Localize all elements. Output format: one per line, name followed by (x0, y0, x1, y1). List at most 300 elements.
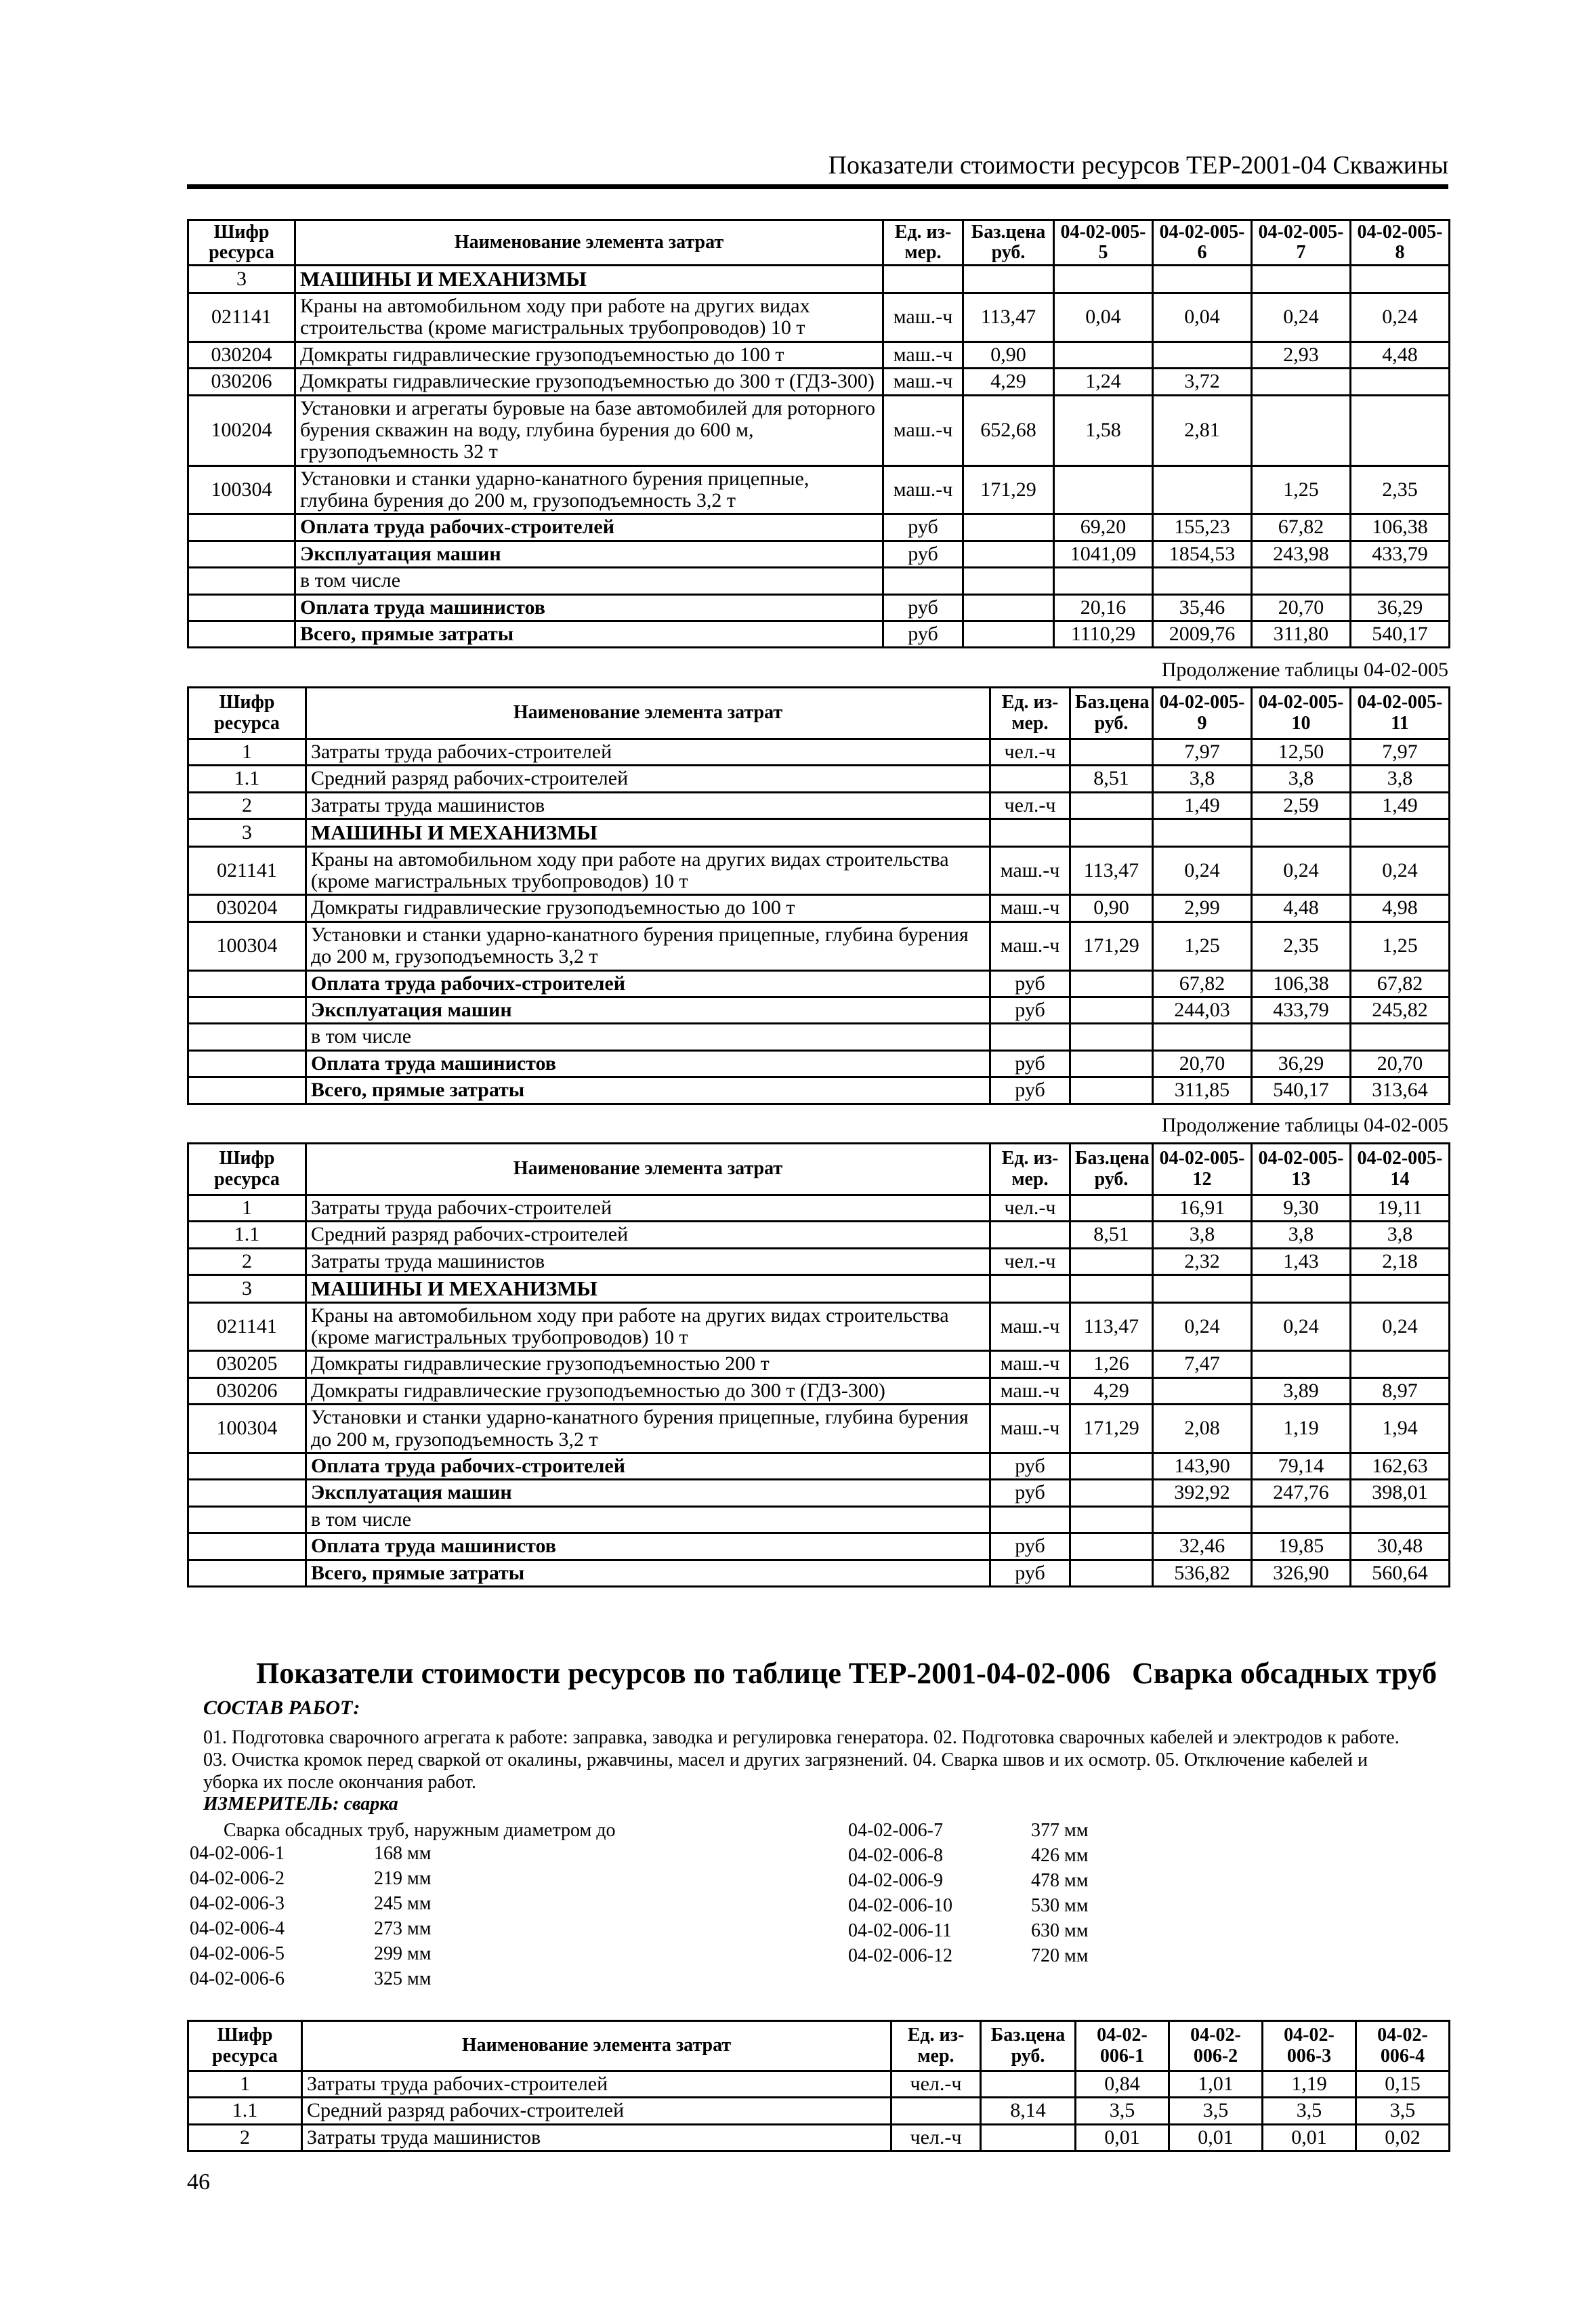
unit-cell: маш.-ч (990, 846, 1070, 895)
measure-row (848, 1895, 1088, 1920)
col-header: Наименование элемента затрат (306, 688, 990, 739)
table-row (188, 997, 1450, 1023)
value-cell: 1,25 (1153, 921, 1252, 970)
cost-element-name: Эксплуатация машин (295, 541, 883, 567)
base-price-cell (1070, 1506, 1153, 1533)
base-price-cell (963, 541, 1054, 567)
unit-cell: руб (990, 1453, 1070, 1479)
unit-cell: маш.-ч (883, 369, 963, 395)
unit-cell: руб (990, 1560, 1070, 1586)
value-cell: 1,19 (1252, 1405, 1351, 1453)
value-cell: 244,03 (1153, 997, 1252, 1023)
resource-code (188, 514, 295, 541)
value-cell: 2,81 (1153, 395, 1252, 465)
col-header: Баз.цена руб. (981, 2021, 1076, 2071)
resource-code (188, 621, 295, 648)
resource-code (188, 594, 295, 621)
measure-diameter: 325 мм (374, 1968, 432, 1989)
col-header: 04-02-006-4 (1356, 2021, 1450, 2071)
base-price-cell (1070, 1480, 1153, 1506)
page-number: 46 (187, 2170, 210, 2195)
resource-code: 2 (188, 1248, 306, 1274)
col-header: Ед. из-мер. (990, 688, 1070, 739)
value-cell: 106,38 (1252, 970, 1351, 997)
table-row (188, 819, 1450, 846)
cost-element-name: Затраты труда машинистов (306, 792, 990, 818)
resource-code: 1 (188, 2071, 302, 2098)
value-cell: 2,59 (1252, 792, 1351, 818)
cost-element-name: Оплата труда рабочих-строителей (306, 1453, 990, 1479)
base-price-cell: 113,47 (963, 293, 1054, 341)
value-cell: 0,24 (1252, 1302, 1351, 1351)
cost-element-name: Затраты труда машинистов (302, 2124, 891, 2151)
value-cell: 3,5 (1263, 2098, 1356, 2124)
value-cell: 326,90 (1252, 1560, 1351, 1586)
cost-element-name: Домкраты гидравлические грузоподъемностью 200 т (306, 1351, 990, 1377)
cost-element-name: Средний разряд рабочих-строителей (302, 2098, 891, 2124)
value-cell: 36,29 (1252, 1050, 1351, 1077)
base-price-cell (1070, 819, 1153, 846)
unit-cell (883, 568, 963, 594)
unit-cell: маш.-ч (990, 1351, 1070, 1377)
base-price-cell: 171,29 (1070, 1405, 1153, 1453)
resource-code: 3 (188, 266, 295, 293)
unit-cell: руб (883, 594, 963, 621)
unit-cell: руб (990, 970, 1070, 997)
cost-element-name: Установки и станки ударно-канатного бурения прицепные, глубина бурения до 200 м, грузоподъемность 3,2 т (306, 1405, 990, 1453)
table-row (188, 2124, 1450, 2151)
measure-diameter: 630 мм (1031, 1920, 1089, 1941)
value-cell: 3,5 (1169, 2098, 1263, 2124)
value-cell: 0,04 (1054, 293, 1153, 341)
unit-cell: маш.-ч (883, 395, 963, 465)
unit-cell: маш.-ч (990, 1377, 1070, 1404)
unit-cell (891, 2098, 981, 2124)
value-cell (1054, 266, 1153, 293)
resource-table-005-12-14 (187, 1142, 1450, 1588)
unit-cell: руб (883, 514, 963, 541)
table-row (188, 1024, 1450, 1050)
value-cell: 3,8 (1252, 1222, 1351, 1248)
resource-code: 1 (188, 1195, 306, 1222)
measure-code: 04-02-006-11 (848, 1920, 952, 1941)
base-price-cell: 113,47 (1070, 846, 1153, 895)
value-cell: 7,47 (1153, 1351, 1252, 1377)
value-cell: 1,25 (1351, 921, 1450, 970)
value-cell (1153, 1506, 1252, 1533)
table-row (188, 465, 1450, 514)
resource-code (188, 1480, 306, 1506)
value-cell (1153, 1275, 1252, 1302)
continuation-label: Продолжение таблицы 04-02-005 (1161, 659, 1448, 681)
measure-code: 04-02-006-9 (848, 1870, 943, 1891)
value-cell (1252, 1024, 1351, 1050)
value-cell: 1,49 (1153, 792, 1252, 818)
resource-code: 030206 (188, 1377, 306, 1404)
unit-cell (990, 1506, 1070, 1533)
base-price-cell (981, 2071, 1076, 2098)
value-cell: 0,24 (1153, 1302, 1252, 1351)
value-cell: 3,8 (1351, 766, 1450, 792)
value-cell: 0,84 (1076, 2071, 1169, 2098)
value-cell: 69,20 (1054, 514, 1153, 541)
cost-element-name: Оплата труда машинистов (306, 1050, 990, 1077)
col-header: 04-02-006-3 (1263, 2021, 1356, 2071)
measure-diameter: 168 мм (374, 1843, 432, 1864)
value-cell: 247,76 (1252, 1480, 1351, 1506)
cost-element-name: Краны на автомобильном ходу при работе на других видах строительства (кроме магистральных трубопроводов) 10 т (295, 293, 883, 341)
value-cell: 143,90 (1153, 1453, 1252, 1479)
table-row (188, 1405, 1450, 1453)
value-cell: 30,48 (1351, 1533, 1450, 1560)
value-cell: 0,24 (1351, 846, 1450, 895)
measure-code: 04-02-006-12 (848, 1945, 952, 1966)
value-cell: 0,24 (1252, 846, 1351, 895)
base-price-cell (1070, 739, 1153, 766)
header-rule (187, 184, 1448, 189)
value-cell: 1,19 (1263, 2071, 1356, 2098)
unit-cell: маш.-ч (990, 921, 1070, 970)
value-cell: 20,70 (1252, 594, 1351, 621)
table-row (188, 739, 1450, 766)
value-cell: 1,43 (1252, 1248, 1351, 1274)
measure-diameter: 245 мм (374, 1893, 432, 1914)
resource-table-005-9-11 (187, 686, 1450, 1105)
col-header: Наименование элемента затрат (306, 1144, 990, 1195)
measure-diameter: 530 мм (1031, 1895, 1089, 1916)
table-row (188, 1377, 1450, 1404)
table-row (188, 293, 1450, 341)
table-row (188, 568, 1450, 594)
value-cell: 245,82 (1351, 997, 1450, 1023)
base-price-cell: 113,47 (1070, 1302, 1153, 1351)
col-header: 04-02-005-10 (1252, 688, 1351, 739)
col-header: Баз.цена руб. (1070, 1144, 1153, 1195)
measure-code: 04-02-006-4 (190, 1918, 285, 1939)
unit-cell: маш.-ч (990, 1302, 1070, 1351)
value-cell (1351, 266, 1450, 293)
table-row (188, 921, 1450, 970)
col-header: Шифр ресурса (188, 688, 306, 739)
resource-code (188, 541, 295, 567)
cost-element-name: Всего, прямые затраты (306, 1560, 990, 1586)
resource-code: 3 (188, 819, 306, 846)
resource-code (188, 1533, 306, 1560)
value-cell (1252, 568, 1351, 594)
value-cell: 2,08 (1153, 1405, 1252, 1453)
unit-cell: чел.-ч (891, 2124, 981, 2151)
cost-element-name: в том числе (306, 1506, 990, 1533)
value-cell (1252, 266, 1351, 293)
table-row (188, 792, 1450, 818)
unit-cell: маш.-ч (990, 1405, 1070, 1453)
measure-diameter: 273 мм (374, 1918, 432, 1939)
table-row (188, 970, 1450, 997)
value-cell: 540,17 (1252, 1077, 1351, 1104)
unit-cell: чел.-ч (990, 792, 1070, 818)
unit-cell: руб (990, 1480, 1070, 1506)
value-cell: 3,5 (1356, 2098, 1450, 2124)
value-cell: 0,15 (1356, 2071, 1450, 2098)
unit-cell: чел.-ч (891, 2071, 981, 2098)
resource-code: 1.1 (188, 766, 306, 792)
table-row (188, 1351, 1450, 1377)
value-cell (1153, 465, 1252, 514)
col-header: 04-02-005-11 (1351, 688, 1450, 739)
unit-cell (883, 266, 963, 293)
cost-element-name: Домкраты гидравлические грузоподъемностью до 100 т (306, 895, 990, 921)
section-heading: МАШИНЫ И МЕХАНИЗМЫ (306, 819, 990, 846)
cost-element-name: Эксплуатация машин (306, 1480, 990, 1506)
table-row (188, 369, 1450, 395)
value-cell: 4,48 (1351, 341, 1450, 368)
base-price-cell (1070, 1248, 1153, 1274)
cost-element-name: Оплата труда рабочих-строителей (295, 514, 883, 541)
works-description: 01. Подготовка сварочного агрегата к работе: заправка, заводка и регулировка генератора. 02. Подготовка сварочных кабелей и электродов к работе. 03. Очистка кромок перед сваркой от окалины, ржавчины, масел и других загрязнений. 04. Сварка швов и их осмотр. 05. Отключение кабелей и уборка их после окончания работ. (203, 1727, 1400, 1793)
cost-element-name: Оплата труда машинистов (295, 594, 883, 621)
cost-element-name: Затраты труда рабочих-строителей (306, 1195, 990, 1222)
base-price-cell: 171,29 (1070, 921, 1153, 970)
value-cell (1351, 1506, 1450, 1533)
base-price-cell: 8,51 (1070, 766, 1153, 792)
table-row (188, 895, 1450, 921)
value-cell: 1,58 (1054, 395, 1153, 465)
col-header: 04-02-006-2 (1169, 2021, 1263, 2071)
table-row (188, 621, 1450, 648)
section-heading: МАШИНЫ И МЕХАНИЗМЫ (295, 266, 883, 293)
base-price-cell: 4,29 (1070, 1377, 1153, 1404)
measure-row (190, 1868, 431, 1893)
resource-code (188, 970, 306, 997)
resource-code (188, 1560, 306, 1586)
measure-diameter: 720 мм (1031, 1945, 1089, 1966)
cost-element-name: Затраты труда рабочих-строителей (306, 739, 990, 766)
measure-code: 04-02-006-1 (190, 1843, 285, 1864)
value-cell: 9,30 (1252, 1195, 1351, 1222)
value-cell: 1,01 (1169, 2071, 1263, 2098)
cost-element-name: Установки и станки ударно-канатного бурения прицепные, глубина бурения до 200 м, грузоподъемность 3,2 т (295, 465, 883, 514)
resource-code: 1.1 (188, 1222, 306, 1248)
value-cell: 36,29 (1351, 594, 1450, 621)
value-cell (1252, 1351, 1351, 1377)
section-title: Показатели стоимости ресурсов по таблице ТЕР-2001-04-02-006 (256, 1657, 1111, 1690)
col-header: Наименование элемента затрат (302, 2021, 891, 2071)
cost-element-name: в том числе (306, 1024, 990, 1050)
unit-cell: маш.-ч (883, 465, 963, 514)
value-cell: 1854,53 (1153, 541, 1252, 567)
value-cell: 7,97 (1153, 739, 1252, 766)
value-cell: 2,18 (1351, 1248, 1450, 1274)
value-cell (1351, 1024, 1450, 1050)
col-header: Наименование элемента затрат (295, 220, 883, 266)
value-cell: 3,8 (1153, 766, 1252, 792)
resource-table-005-5-8 (187, 219, 1450, 648)
unit-cell: чел.-ч (990, 739, 1070, 766)
base-price-cell (1070, 970, 1153, 997)
cost-element-name: Домкраты гидравлические грузоподъемностью до 300 т (ГДЗ-300) (295, 369, 883, 395)
measure-code: 04-02-006-3 (190, 1893, 285, 1914)
table-row (188, 1248, 1450, 1274)
measure-code: 04-02-006-8 (848, 1845, 943, 1866)
base-price-cell (963, 594, 1054, 621)
cost-element-name: в том числе (295, 568, 883, 594)
value-cell: 3,89 (1252, 1377, 1351, 1404)
measure-code: 04-02-006-6 (190, 1968, 285, 1989)
cost-element-name: Установки и агрегаты буровые на базе автомобилей для роторного бурения скважин на воду, глубина бурения до 600 м, грузоподъемность 32 т (295, 395, 883, 465)
base-price-cell: 171,29 (963, 465, 1054, 514)
value-cell: 20,70 (1153, 1050, 1252, 1077)
base-price-cell (1070, 1077, 1153, 1104)
value-cell: 243,98 (1252, 541, 1351, 567)
base-price-cell (1070, 1024, 1153, 1050)
resource-code: 3 (188, 1275, 306, 1302)
value-cell: 67,82 (1351, 970, 1450, 997)
base-price-cell: 8,14 (981, 2098, 1076, 2124)
base-price-cell (981, 2124, 1076, 2151)
col-header: Ед. из-мер. (990, 1144, 1070, 1195)
value-cell (1054, 568, 1153, 594)
value-cell (1351, 568, 1450, 594)
value-cell: 2,93 (1252, 341, 1351, 368)
col-header: Шифр ресурса (188, 2021, 302, 2071)
value-cell (1252, 369, 1351, 395)
table-row (188, 1560, 1450, 1586)
base-price-cell: 4,29 (963, 369, 1054, 395)
resource-code: 1.1 (188, 2098, 302, 2124)
col-header: Ед. из-мер. (883, 220, 963, 266)
base-price-cell (1070, 1195, 1153, 1222)
table-row (188, 1453, 1450, 1479)
base-price-cell (963, 568, 1054, 594)
value-cell: 3,8 (1153, 1222, 1252, 1248)
value-cell: 1,24 (1054, 369, 1153, 395)
measure-diameter: 299 мм (374, 1943, 432, 1964)
value-cell: 433,79 (1252, 997, 1351, 1023)
value-cell: 67,82 (1153, 970, 1252, 997)
value-cell: 155,23 (1153, 514, 1252, 541)
measures-right (848, 1820, 1088, 1970)
continuation-label: Продолжение таблицы 04-02-005 (1161, 1114, 1448, 1136)
resource-code: 021141 (188, 1302, 306, 1351)
unit-cell (990, 766, 1070, 792)
resource-code: 100204 (188, 395, 295, 465)
col-header: 04-02-005-12 (1153, 1144, 1252, 1195)
resource-code: 1 (188, 739, 306, 766)
value-cell: 2,99 (1153, 895, 1252, 921)
measure-diameter: 426 мм (1031, 1845, 1089, 1866)
value-cell: 4,48 (1252, 895, 1351, 921)
value-cell: 2,32 (1153, 1248, 1252, 1274)
unit-cell (990, 819, 1070, 846)
value-cell (1252, 819, 1351, 846)
table-row (188, 541, 1450, 567)
value-cell: 3,72 (1153, 369, 1252, 395)
unit-cell: маш.-ч (990, 895, 1070, 921)
resource-code (188, 1024, 306, 1050)
measure-row (190, 1968, 431, 1993)
value-cell: 2,35 (1351, 465, 1450, 514)
table-row (188, 1275, 1450, 1302)
resource-code (188, 997, 306, 1023)
base-price-cell (1070, 997, 1153, 1023)
measure-intro: Сварка обсадных труб, наружным диаметром до (224, 1820, 616, 1841)
measure-row (848, 1920, 1088, 1945)
value-cell: 1041,09 (1054, 541, 1153, 567)
unit-cell: руб (990, 1050, 1070, 1077)
unit-cell (990, 1222, 1070, 1248)
value-cell: 7,97 (1351, 739, 1450, 766)
value-cell (1054, 341, 1153, 368)
measure-row (190, 1843, 431, 1868)
value-cell: 2,35 (1252, 921, 1351, 970)
resource-code: 030204 (188, 341, 295, 368)
value-cell (1351, 395, 1450, 465)
section-subtitle: Сварка обсадных труб (1132, 1657, 1437, 1690)
col-header: 04-02-006-1 (1076, 2021, 1169, 2071)
table-row (188, 766, 1450, 792)
base-price-cell (1070, 792, 1153, 818)
value-cell: 35,46 (1153, 594, 1252, 621)
base-price-cell (1070, 1275, 1153, 1302)
measure-label: ИЗМЕРИТЕЛЬ: сварка (203, 1793, 398, 1814)
resource-code (188, 1506, 306, 1533)
value-cell: 3,8 (1252, 766, 1351, 792)
table-row (188, 1050, 1450, 1077)
table-row (188, 1533, 1450, 1560)
col-header: 04-02-005-14 (1351, 1144, 1450, 1195)
base-price-cell (963, 514, 1054, 541)
measure-code: 04-02-006-10 (848, 1895, 952, 1916)
table-row (188, 1195, 1450, 1222)
table-row (188, 395, 1450, 465)
value-cell: 0,24 (1351, 293, 1450, 341)
base-price-cell (1070, 1533, 1153, 1560)
value-cell (1153, 1024, 1252, 1050)
measure-row (848, 1945, 1088, 1970)
table-row (188, 1302, 1450, 1351)
value-cell (1252, 1275, 1351, 1302)
col-header: 04-02-005-7 (1252, 220, 1351, 266)
resource-code: 030204 (188, 895, 306, 921)
resource-code: 100304 (188, 465, 295, 514)
cost-element-name: Установки и станки ударно-канатного бурения прицепные, глубина бурения до 200 м, грузоподъемность 3,2 т (306, 921, 990, 970)
table-row (188, 1222, 1450, 1248)
resource-code: 2 (188, 2124, 302, 2151)
value-cell: 8,97 (1351, 1377, 1450, 1404)
value-cell: 0,02 (1356, 2124, 1450, 2151)
unit-cell (990, 1275, 1070, 1302)
base-price-cell (1070, 1560, 1153, 1586)
cost-element-name: Оплата труда машинистов (306, 1533, 990, 1560)
cost-element-name: Краны на автомобильном ходу при работе на других видах строительства (кроме магистральных трубопроводов) 10 т (306, 1302, 990, 1351)
unit-cell: чел.-ч (990, 1195, 1070, 1222)
measure-code: 04-02-006-7 (848, 1820, 943, 1841)
value-cell: 3,5 (1076, 2098, 1169, 2124)
resource-code: 021141 (188, 846, 306, 895)
value-cell (1252, 395, 1351, 465)
cost-element-name: Затраты труда рабочих-строителей (302, 2071, 891, 2098)
value-cell: 0,24 (1252, 293, 1351, 341)
table-row (188, 1480, 1450, 1506)
measure-row (190, 1943, 431, 1968)
works-label: СОСТАВ РАБОТ: (203, 1697, 360, 1719)
value-cell (1153, 819, 1252, 846)
col-header: Баз.цена руб. (1070, 688, 1153, 739)
value-cell: 0,01 (1169, 2124, 1263, 2151)
resource-code: 021141 (188, 293, 295, 341)
value-cell (1153, 568, 1252, 594)
col-header: Шифр ресурса (188, 220, 295, 266)
